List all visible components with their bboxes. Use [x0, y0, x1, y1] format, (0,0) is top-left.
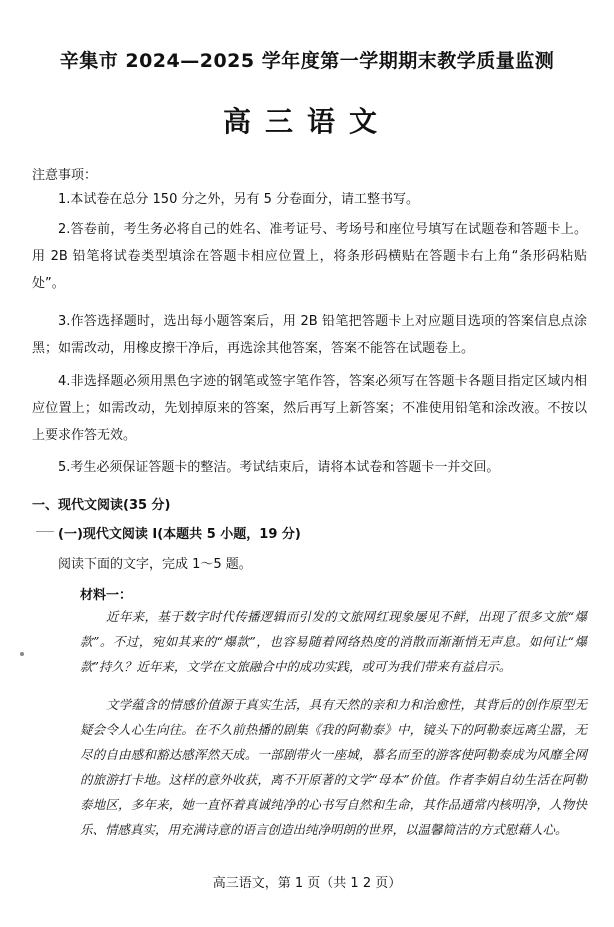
passage-paragraph: 近年来，基于数字时代传播逻辑而引发的文旅网红现象屡见不鲜，出现了很多文旅“爆款”。不过，宛如其来的“爆款”，也容易随着网络热度的消散而渐渐悄无声息。如何让“爆款”持久？近年来，文学在文旅融合中的成功实践，或可为我们带来有益启示。: [80, 609, 587, 674]
exam-title: 辛集市 2024—2025 学年度第一学期期末教学质量监测: [59, 50, 555, 72]
notice-heading: 注意事项：: [32, 168, 98, 183]
material-label: 材料一：: [80, 588, 133, 603]
notice-item: 2.答卷前，考生务必将自己的姓名、准考证号、考场号和座位号填写在试题卷和答题卡上。用 2B 铅笔将试卷类型填涂在答题卡相应位置上，将条形码横贴在答题卡右上角“条形码粘贴处”。: [32, 222, 587, 291]
passage-paragraph: 文学蕴含的情感价值源于真实生活，具有天然的亲和力和治愈性，其背后的创作原型无疑会令人心生向往。在不久前热播的剧集《我的阿勒泰》中，镜头下的阿勒泰远离尘嚣，无尽的自由感和豁达感浑然天成。一部剧带火一座城，慕名而至的游客使阿勒泰成为风靡全网的旅游打卡地。这样的意外收获，离不开原著的文学“母本”价值。作者李娟自幼生活在阿勒泰地区，多年来，她一直怀着真诚纯净的心书写自然和生命，其作品通常内核明净，人物快乐、情感真实，用充满诗意的语言创造出纯净明朗的世界，以温馨简洁的方式慰藉人心。: [80, 697, 587, 837]
section-heading: 一、现代文阅读(35 分): [32, 498, 171, 513]
notice-item: 4.非选择题必须用黑色字迹的钢笔或签字笔作答，答案必须写在答题卡各题目指定区域内相应位置上；如需改动，先划掉原来的答案，然后再写上新答案；不准使用铅笔和涂改液。不按以上要求作答无效。: [32, 374, 587, 443]
margin-mark: [20, 652, 24, 656]
notice-item: 5.考生必须保证答题卡的整洁。考试结束后，请将本试卷和答题卡一并交回。: [58, 460, 500, 475]
page-footer: 高三语文，第 1 页（共 1 2 页）: [212, 876, 402, 891]
notice-item: 1.本试卷在总分 150 分之外，另有 5 分卷面分，请工整书写。: [58, 192, 420, 207]
sub-heading: (一)现代文阅读 I(本题共 5 小题，19 分): [58, 527, 301, 542]
notice-item: 3.作答选择题时，选出每小题答案后，用 2B 铅笔把答题卡上对应题目选项的答案信息点涂黑；如需改动，用橡皮擦干净后，再选涂其他答案，答案不能答在试题卷上。: [32, 314, 587, 356]
subject-title: 高三语文: [222, 105, 391, 138]
divider: [36, 531, 54, 532]
reading-instruction: 阅读下面的文字，完成 1～5 题。: [58, 557, 252, 572]
